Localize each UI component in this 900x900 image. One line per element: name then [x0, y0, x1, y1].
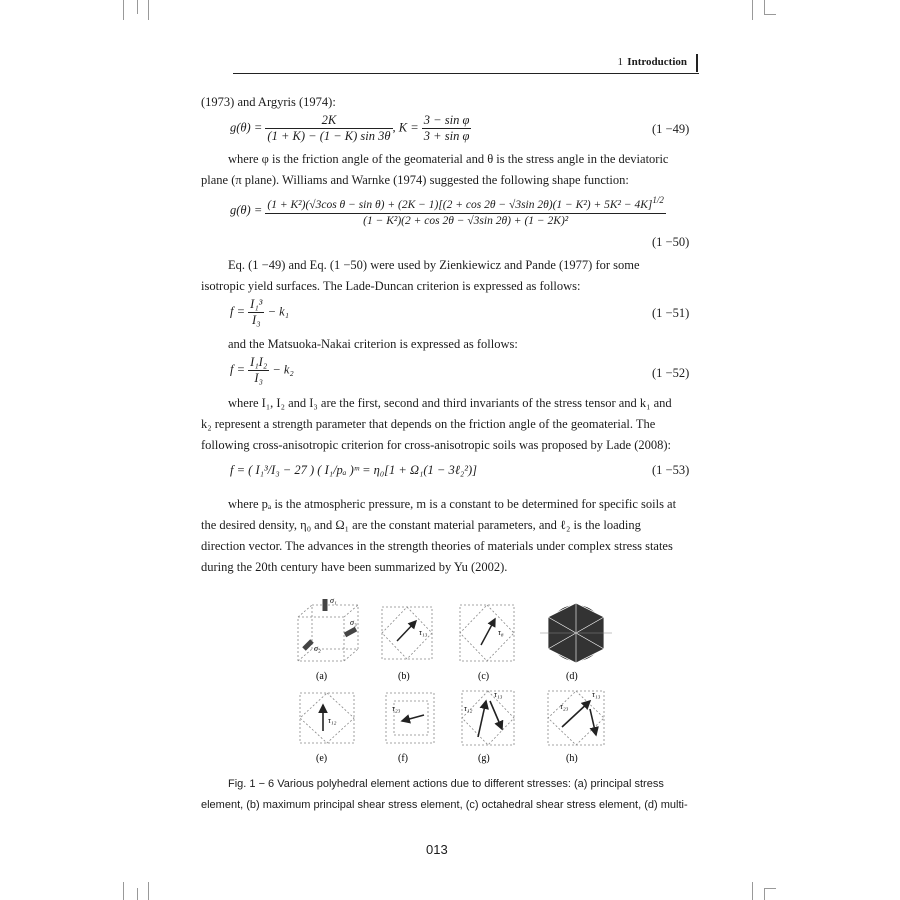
crop-mark	[148, 882, 149, 900]
fraction-denominator: (1 − K²)(2 + cos 2θ − √3sin 2θ) + (1 − 2K)²	[363, 215, 569, 227]
panel-g-arrow	[490, 701, 502, 729]
fraction-numerator: 3 − sin φ	[423, 113, 470, 127]
header-rule	[233, 73, 699, 74]
figure-caption: Fig. 1 − 6 Various polyhedral element actions due to different stresses: (a) principal stress	[228, 778, 664, 790]
panel-label: (g)	[478, 753, 490, 764]
tau-label: τ₁₃	[419, 628, 428, 637]
eq-fraction	[248, 297, 264, 328]
eq-mid: , K =	[392, 120, 419, 135]
panel-a-arrow	[345, 629, 356, 635]
sigma-label: σ₃	[350, 618, 357, 627]
body-line: (1973) and Argyris (1974):	[201, 95, 336, 109]
equation-number: (1 −53)	[652, 463, 690, 477]
eq-rest: − k₂	[272, 362, 294, 377]
panel-label: (f)	[398, 753, 408, 764]
page-number: 013	[426, 842, 448, 857]
sigma-label: σ₁	[330, 597, 337, 605]
body-line: direction vector. The advances in the strength theories of materials under complex stress states	[201, 539, 673, 553]
crop-mark	[123, 882, 124, 900]
fraction-denominator: I₃	[252, 313, 261, 327]
body-line: plane (π plane). Williams and Warnke (1974) suggested the following shape function:	[201, 173, 629, 187]
equation-number: (1 −49)	[652, 122, 690, 136]
crop-mark	[764, 0, 765, 14]
running-header	[233, 56, 699, 74]
crop-mark	[764, 888, 776, 889]
header-bar	[696, 54, 698, 72]
crop-mark	[137, 888, 138, 900]
crop-mark	[123, 0, 124, 20]
numerator-exponent: 1/2	[652, 195, 664, 205]
fraction-numerator: 2K	[265, 113, 392, 129]
panel-label: (b)	[398, 671, 410, 682]
panel-label: (e)	[316, 753, 328, 764]
tau-label: τ₂₃	[392, 704, 401, 713]
body-line: during the 20th century have been summarized by Yu (2002).	[201, 560, 508, 574]
chapter-title: Introduction	[627, 56, 687, 68]
fraction-denominator: (1 + K) − (1 − K) sin 3θ	[267, 129, 391, 143]
equation-1-52	[230, 355, 294, 386]
eq-lhs: f =	[230, 362, 246, 377]
panel-label: (h)	[566, 753, 578, 764]
body-line: isotropic yield surfaces. The Lade-Duncan criterion is expressed as follows:	[201, 279, 581, 293]
panel-h-element	[548, 691, 604, 745]
chapter-number: 1	[617, 56, 623, 68]
crop-mark	[752, 0, 753, 20]
body-line: Eq. (1 −49) and Eq. (1 −50) were used by Zienkiewicz and Pande (1977) for some	[228, 258, 640, 272]
fraction-denominator: I₃	[254, 371, 263, 385]
fraction-denominator: 3 + sin φ	[423, 129, 470, 143]
eq-rest: − k₁	[267, 304, 290, 319]
body-line: the desired density, η₀ and Ω₁ are the constant material parameters, and ℓ₂ is the loading	[201, 518, 641, 532]
tau-label: τ₁₂	[464, 704, 473, 713]
eq-fraction	[422, 113, 472, 144]
equation-1-50	[230, 193, 666, 229]
panel-label: (a)	[316, 671, 328, 682]
panel-e-element	[300, 693, 354, 743]
eq-fraction	[265, 113, 392, 144]
body-line: where pₐ is the atmospheric pressure, m is a constant to be determined for specific soils at	[228, 497, 677, 511]
panel-d-element	[540, 603, 612, 663]
tau-label: τ₁₂	[328, 716, 337, 725]
eq-lhs: f =	[230, 304, 246, 319]
crop-mark	[137, 0, 138, 14]
panel-a-arrow	[304, 641, 312, 649]
crop-mark	[764, 888, 765, 900]
equation-1-51	[230, 297, 289, 328]
eq-fraction	[265, 193, 666, 229]
body-line: following cross-anisotropic criterion for cross-anisotropic soils was proposed by Lade (2008):	[201, 438, 672, 452]
tau-label: τ₈	[498, 628, 504, 637]
fraction-numerator	[265, 193, 666, 214]
tau-label: τ₁₃	[494, 690, 503, 699]
panel-f-arrow	[402, 715, 424, 721]
eq-fraction	[248, 355, 269, 386]
panel-label: (d)	[566, 671, 578, 682]
body-line: where φ is the friction angle of the geomaterial and θ is the stress angle in the deviatoric	[228, 152, 669, 166]
equation-number: (1 −51)	[652, 306, 690, 320]
eq-lhs: g(θ) =	[230, 202, 263, 217]
figure-caption: element, (b) maximum principal shear stress element, (c) octahedral shear stress element, (d) multi-	[201, 799, 688, 811]
panel-label: (c)	[478, 671, 490, 682]
tau-label: τ₂₃	[560, 702, 569, 711]
fraction-numerator: I₁³	[250, 297, 263, 311]
equation-number: (1 −50)	[652, 235, 690, 249]
body-line: k₂ represent a strength parameter that depends on the friction angle of the geomaterial. The	[201, 417, 656, 431]
panel-b-arrow	[397, 621, 416, 641]
eq-lhs: g(θ) =	[230, 120, 263, 135]
tau-label: τ₁₃	[592, 690, 601, 699]
body-line: where I₁, I₂ and I₃ are the first, second and third invariants of the stress tensor and k₁ and	[228, 396, 672, 410]
crop-mark	[148, 0, 149, 20]
fraction-numerator: I₁I₂	[250, 355, 268, 369]
crop-mark	[764, 14, 776, 15]
sigma-label: σ₂	[314, 644, 321, 653]
body-line: and the Matsuoka-Nakai criterion is expressed as follows:	[228, 337, 518, 351]
panel-g-element	[462, 691, 514, 745]
panel-g-arrow	[478, 701, 486, 737]
equation-1-49	[230, 113, 471, 144]
equation-1-53: f = ( I₁³/I₃ − 27 ) ( I₁/pₐ )ᵐ = η₀[1 + Ω₁(1 − 3ℓ₂²)]	[230, 463, 478, 477]
numerator-text: (1 + K²)(√3cos θ − sin θ) + (2K − 1)[(2 + cos 2θ − √3sin 2θ)(1 − K²) + 5K² − 4K]	[267, 199, 653, 211]
crop-mark	[752, 882, 753, 900]
figure-1-6	[290, 597, 630, 767]
equation-number: (1 −52)	[652, 366, 690, 380]
panel-c-arrow	[481, 619, 495, 645]
